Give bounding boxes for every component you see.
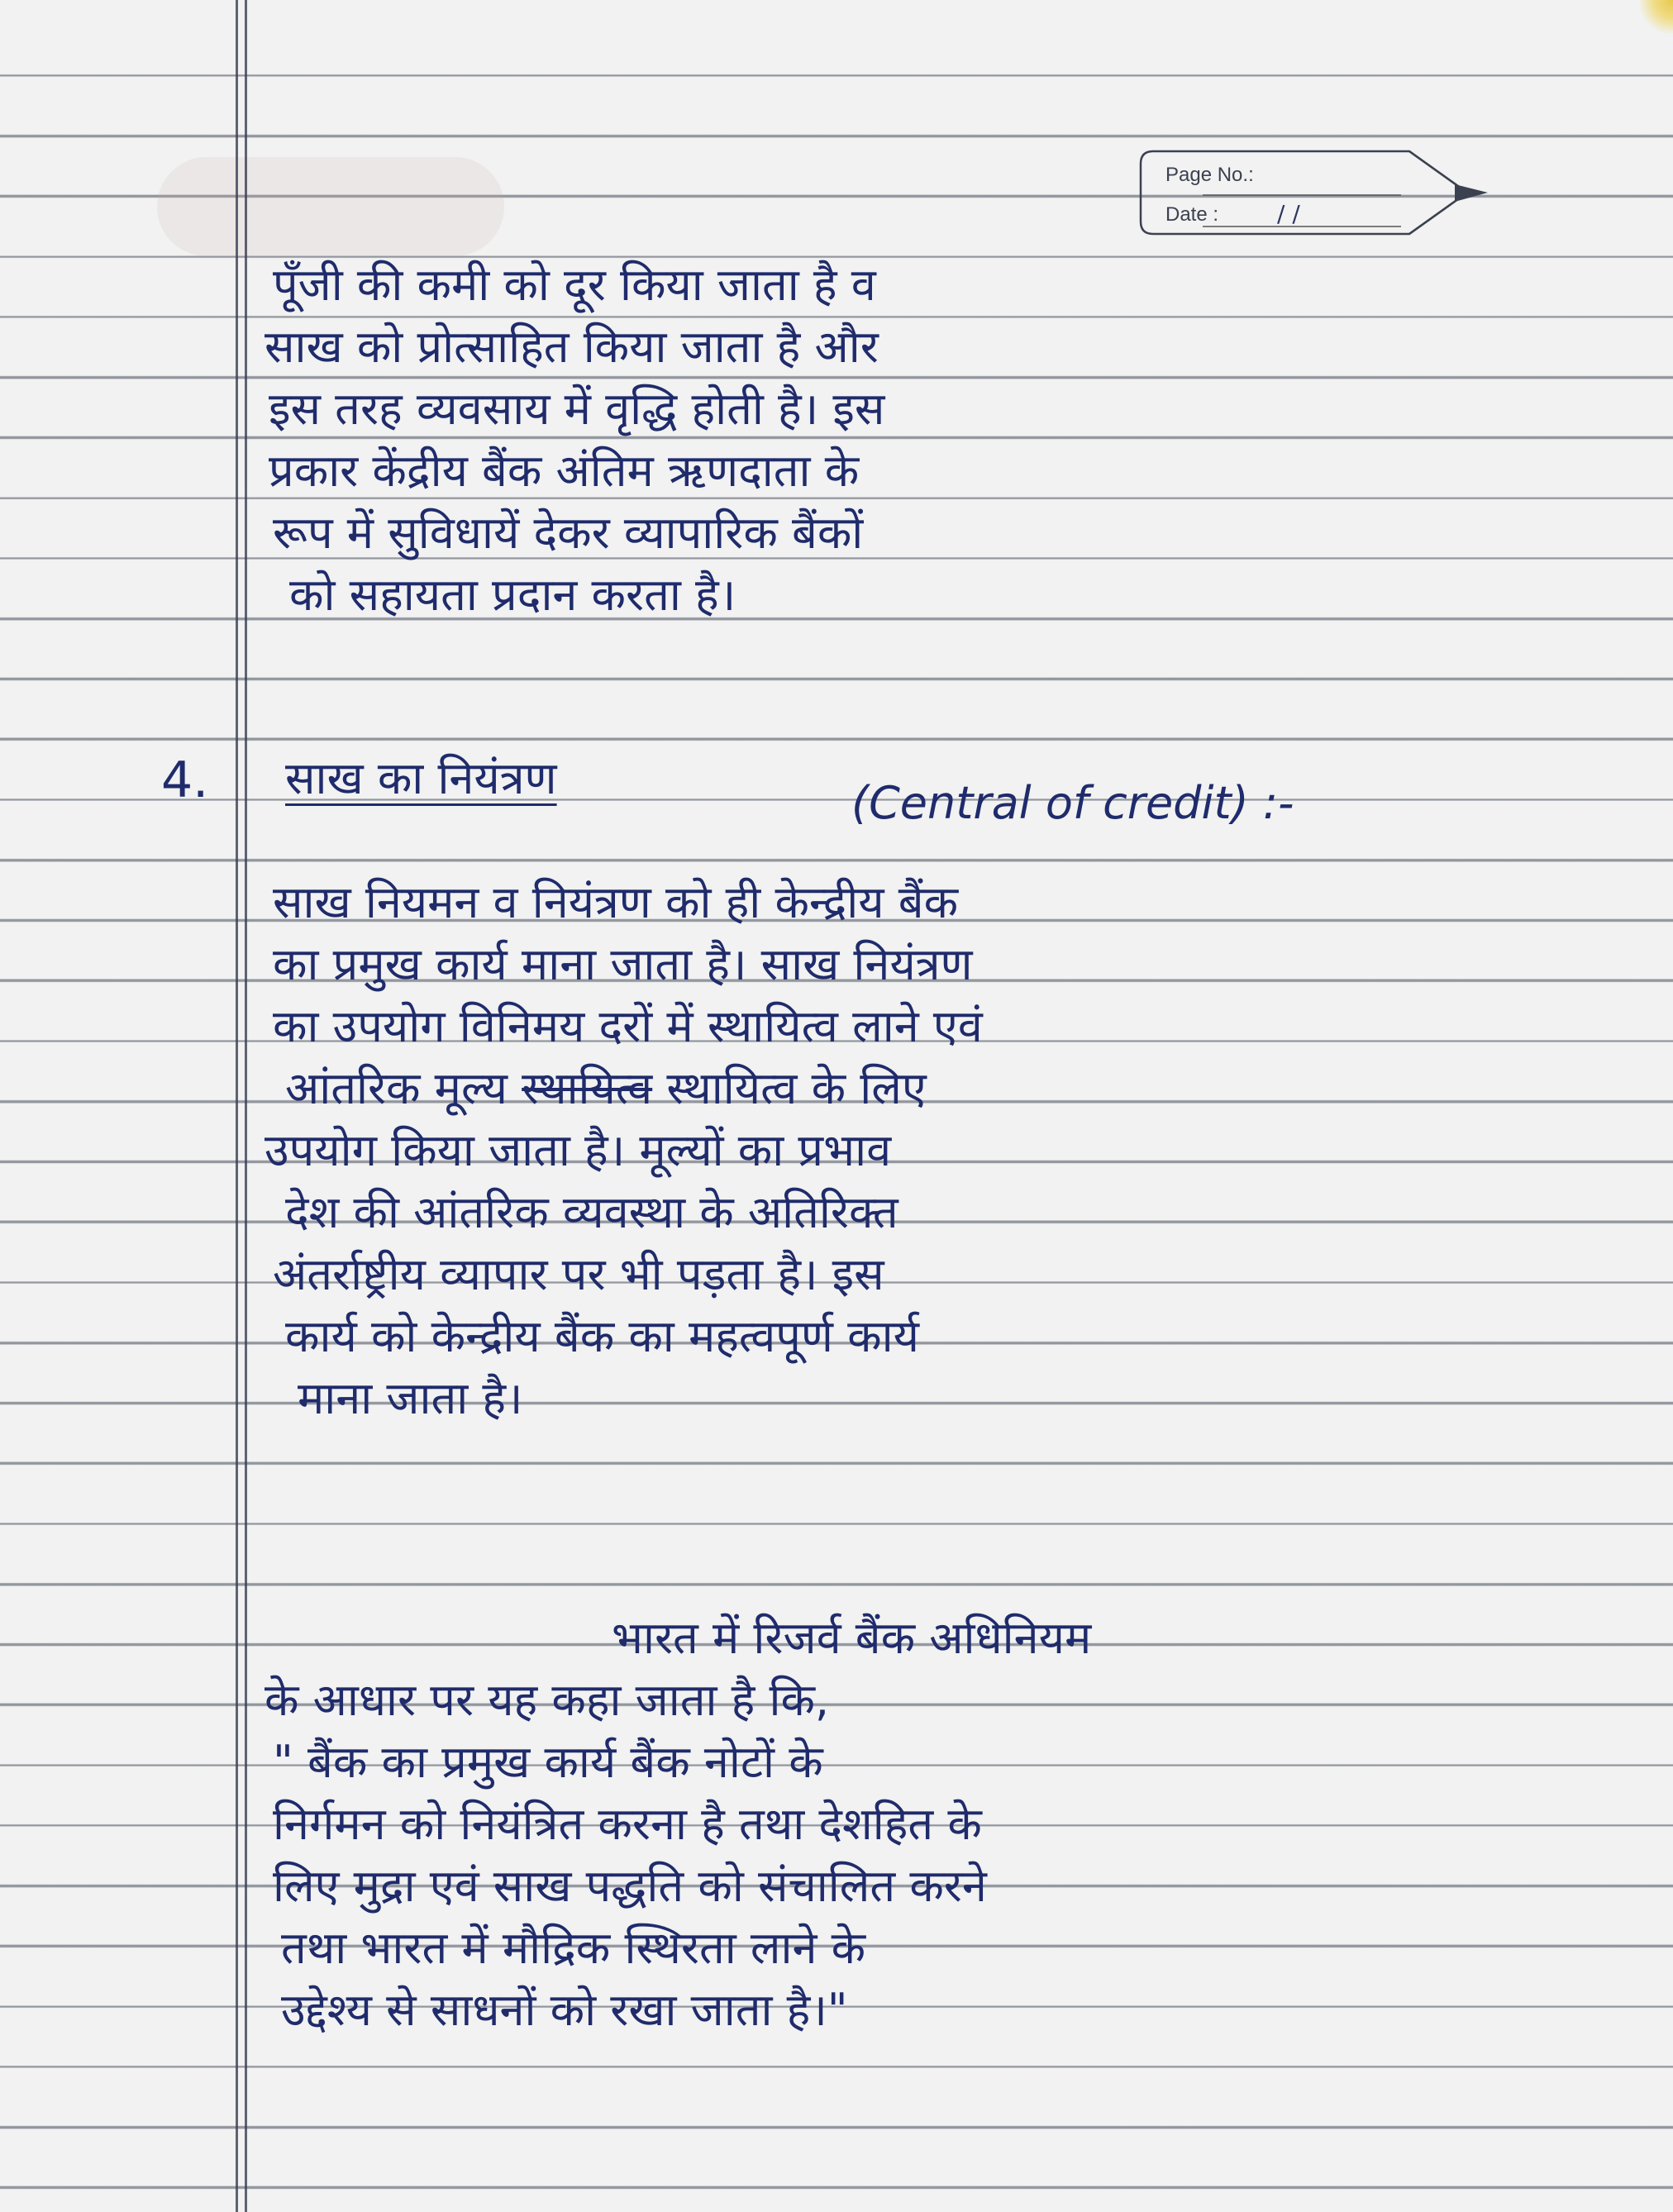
margin-line — [236, 0, 238, 2212]
text-line: रूप में सुविधायें देकर व्यापारिक बैंकों — [273, 507, 864, 559]
section-title: साख का नियंत्रण — [285, 752, 557, 804]
text-line: साख को प्रोत्साहित किया जाता है और — [265, 321, 879, 373]
text-line: उद्देश्य से साधनों को रखा जाता है।" — [281, 1984, 848, 2036]
section-english-title: (Central of credit) :- — [851, 777, 1294, 829]
text-line: माना जाता है। — [298, 1372, 523, 1424]
text-line: इस तरह व्यवसाय में वृद्धि होती है। इस — [269, 383, 885, 435]
text-line: साख नियमन व नियंत्रण को ही केन्द्रीय बैंक — [273, 876, 959, 928]
text-fragment: आंतरिक मूल्य — [285, 1062, 508, 1114]
date-label: Date : — [1165, 203, 1219, 226]
text-line: लिए मुद्रा एवं साख पद्धति को संचालित करने — [273, 1860, 987, 1912]
text-line: को सहायता प्रदान करता है। — [289, 569, 736, 621]
page-no-label: Page No.: — [1165, 164, 1254, 186]
text-line: का प्रमुख कार्य माना जाता है। साख नियंत्रण — [273, 938, 973, 990]
date-value: / / — [1277, 200, 1300, 227]
text-line: पूँजी की कमी को दूर किया जाता है व — [273, 259, 876, 311]
margin-line-inner — [245, 0, 247, 2212]
text-line: अंतर्राष्ट्रीय व्यापार पर भी पड़ता है। इस — [273, 1248, 884, 1300]
text-line: तथा भारत में मौद्रिक स्थिरता लाने के — [281, 1922, 866, 1974]
text-line: देश की आंतरिक व्यवस्था के अतिरिक्त — [285, 1186, 898, 1238]
text-line: उपयोग किया जाता है। मूल्यों का प्रभाव — [265, 1124, 892, 1176]
text-line: कार्य को केन्द्रीय बैंक का महत्वपूर्ण कार्य — [285, 1310, 919, 1362]
text-line: प्रकार केंद्रीय बैंक अंतिम ऋणदाता के — [269, 445, 860, 497]
text-line: भारत में रिजर्व बैंक अधिनियम — [612, 1612, 1092, 1664]
text-line: का उपयोग विनिमय दरों में स्थायित्व लाने एवं — [273, 1000, 983, 1052]
text-line — [285, 1058, 927, 1118]
bleed-through-mark — [157, 157, 504, 256]
text-line: के आधार पर यह कहा जाता है कि, — [265, 1674, 830, 1726]
text-line: " बैंक का प्रमुख कार्य बैंक नोटों के — [273, 1736, 823, 1788]
struck-out-word: स्थायित्व — [522, 1062, 653, 1114]
text-fragment: स्थायित्व के लिए — [666, 1062, 927, 1114]
text-line: निर्गमन को नियंत्रित करना है तथा देशहित के — [273, 1798, 982, 1850]
yellow-stain — [1640, 0, 1673, 33]
page-header-box — [1137, 147, 1517, 238]
section-number: 4. — [161, 751, 209, 809]
